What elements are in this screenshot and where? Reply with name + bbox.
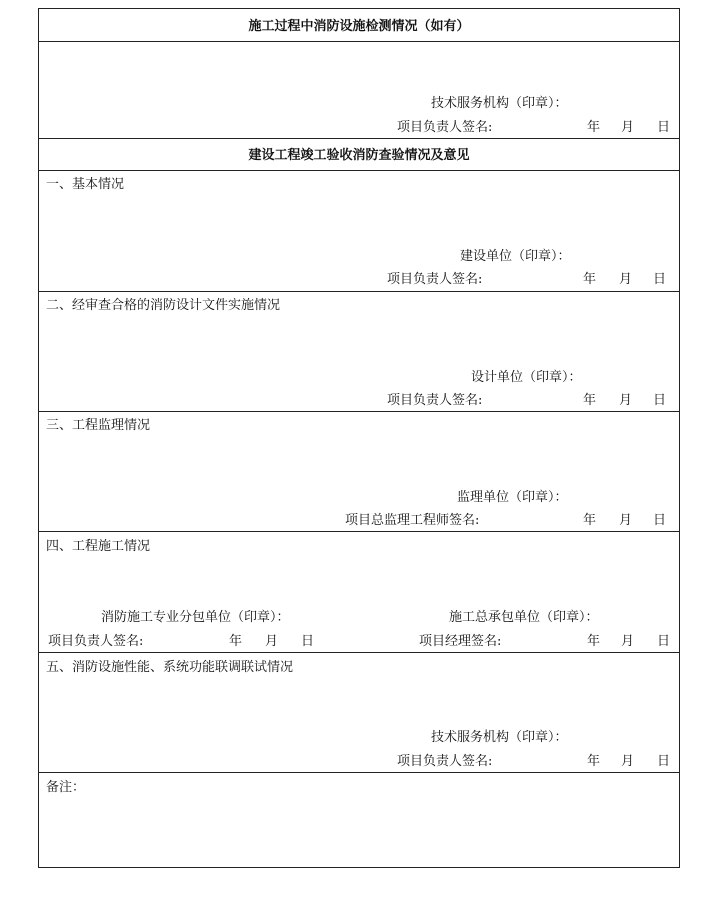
date-month: 月 <box>621 634 635 649</box>
date-month: 月 <box>619 513 633 528</box>
date-day: 日 <box>301 634 315 649</box>
date-day: 日 <box>657 634 671 649</box>
subcontractor-signature-label: 项目负责人签名: <box>48 634 144 649</box>
row-divider <box>39 411 679 412</box>
org-seal-label: 设计单位（印章）： <box>471 370 582 385</box>
inspection-form-table <box>38 8 680 868</box>
section-title-acceptance: 建设工程竣工验收消防查验情况及意见 <box>248 148 470 163</box>
signature-label: 项目总监理工程师签名: <box>345 513 480 528</box>
project-manager-signature-label: 项目经理签名: <box>419 634 502 649</box>
org-seal-label: 监理单位（印章）： <box>457 490 568 505</box>
date-year: 年 <box>587 120 601 135</box>
org-seal-label: 技术服务机构（印章）： <box>431 730 568 745</box>
date-year: 年 <box>229 634 243 649</box>
subcontractor-seal-label: 消防施工专业分包单位（印章）： <box>101 610 290 625</box>
design-heading: 二、经审查合格的消防设计文件实施情况 <box>46 298 281 313</box>
signature-label: 项目负责人签名: <box>387 393 483 408</box>
construction-heading: 四、工程施工情况 <box>46 539 151 554</box>
remarks-label: 备注： <box>46 780 86 795</box>
row-divider <box>39 41 679 42</box>
section-title-testing: 施工过程中消防设施检测情况（如有） <box>248 19 470 34</box>
signature-label: 项目负责人签名: <box>397 120 493 135</box>
date-day: 日 <box>653 513 667 528</box>
date-year: 年 <box>583 272 597 287</box>
commissioning-heading: 五、消防设施性能、系统功能联调联试情况 <box>46 660 294 675</box>
org-seal-label: 技术服务机构（印章）： <box>431 96 568 111</box>
date-day: 日 <box>653 272 667 287</box>
row-divider <box>39 170 679 171</box>
row-divider <box>39 772 679 773</box>
signature-label: 项目负责人签名: <box>397 754 493 769</box>
date-day: 日 <box>653 393 667 408</box>
row-divider <box>39 291 679 292</box>
date-year: 年 <box>583 513 597 528</box>
date-day: 日 <box>657 754 671 769</box>
date-month: 月 <box>619 272 633 287</box>
date-year: 年 <box>587 754 601 769</box>
general-contractor-seal-label: 施工总承包单位（印章）： <box>449 610 599 625</box>
basic-heading: 一、基本情况 <box>46 177 125 192</box>
row-divider <box>39 138 679 139</box>
signature-label: 项目负责人签名: <box>387 272 483 287</box>
date-year: 年 <box>587 634 601 649</box>
date-day: 日 <box>657 120 671 135</box>
org-seal-label: 建设单位（印章）： <box>460 249 571 264</box>
date-month: 月 <box>621 754 635 769</box>
date-month: 月 <box>619 393 633 408</box>
date-month: 月 <box>621 120 635 135</box>
date-month: 月 <box>265 634 279 649</box>
row-divider <box>39 652 679 653</box>
supervision-heading: 三、工程监理情况 <box>46 418 151 433</box>
row-divider <box>39 531 679 532</box>
date-year: 年 <box>583 393 597 408</box>
